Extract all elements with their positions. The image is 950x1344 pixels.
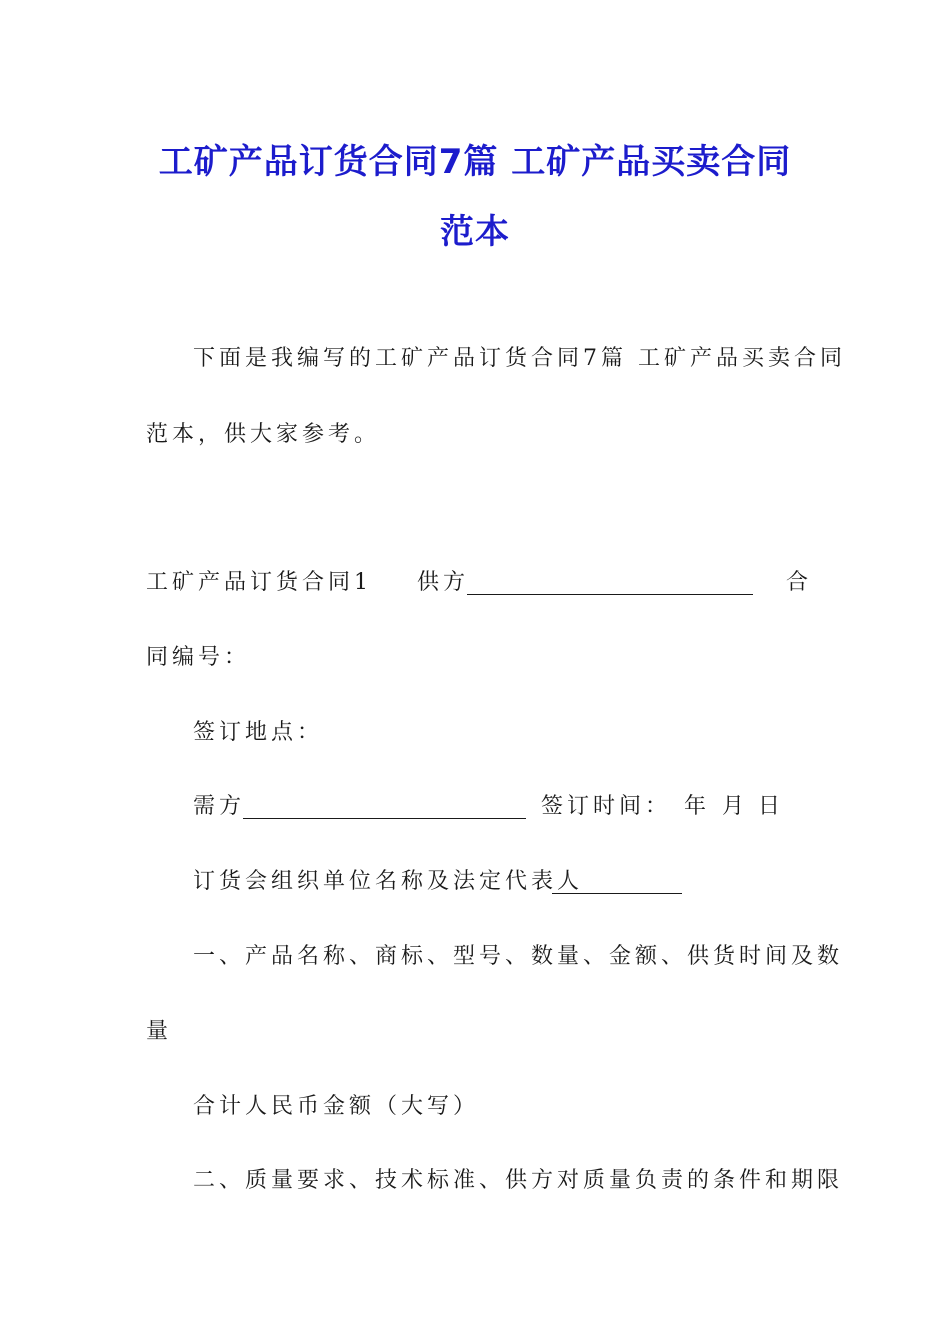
signing-time-label: 签订时间： xyxy=(541,794,672,819)
contract-number-label-end: 同编号： xyxy=(146,645,251,670)
contract-heading: 工矿产品订货合同1 xyxy=(146,570,372,595)
supplier-blank-line xyxy=(467,574,753,595)
organizer-label: 订货会组织单位名称及法定代表人 xyxy=(193,869,584,894)
supplier-label: 供方 xyxy=(417,570,470,595)
clause-2: 二、质量要求、技术标准、供方对质量负责的条件和期限 xyxy=(193,1168,844,1193)
year-label: 年 xyxy=(684,794,711,819)
document-title-line-2: 范本 xyxy=(440,212,510,252)
intro-paragraph-line-2: 范本，供大家参考。 xyxy=(146,422,381,447)
clause-1-line-1: 一、产品名称、商标、型号、数量、金额、供货时间及数 xyxy=(193,944,844,969)
contract-number-label-start: 合 xyxy=(786,570,813,595)
clause-1-line-2: 量 xyxy=(146,1019,173,1044)
intro-paragraph-line-1: 下面是我编写的工矿产品订货合同7篇 工矿产品买卖合同 xyxy=(193,346,846,371)
month-label: 月 xyxy=(722,794,749,819)
day-label: 日 xyxy=(758,794,785,819)
document-title-line-1: 工矿产品订货合同7篇 工矿产品买卖合同 xyxy=(158,142,792,182)
buyer-blank-line xyxy=(243,798,526,819)
buyer-label: 需方 xyxy=(193,794,246,819)
organizer-blank-line xyxy=(552,873,682,894)
total-amount-label: 合计人民币金额（大写） xyxy=(193,1094,480,1119)
signing-place-label: 签订地点： xyxy=(193,720,324,745)
